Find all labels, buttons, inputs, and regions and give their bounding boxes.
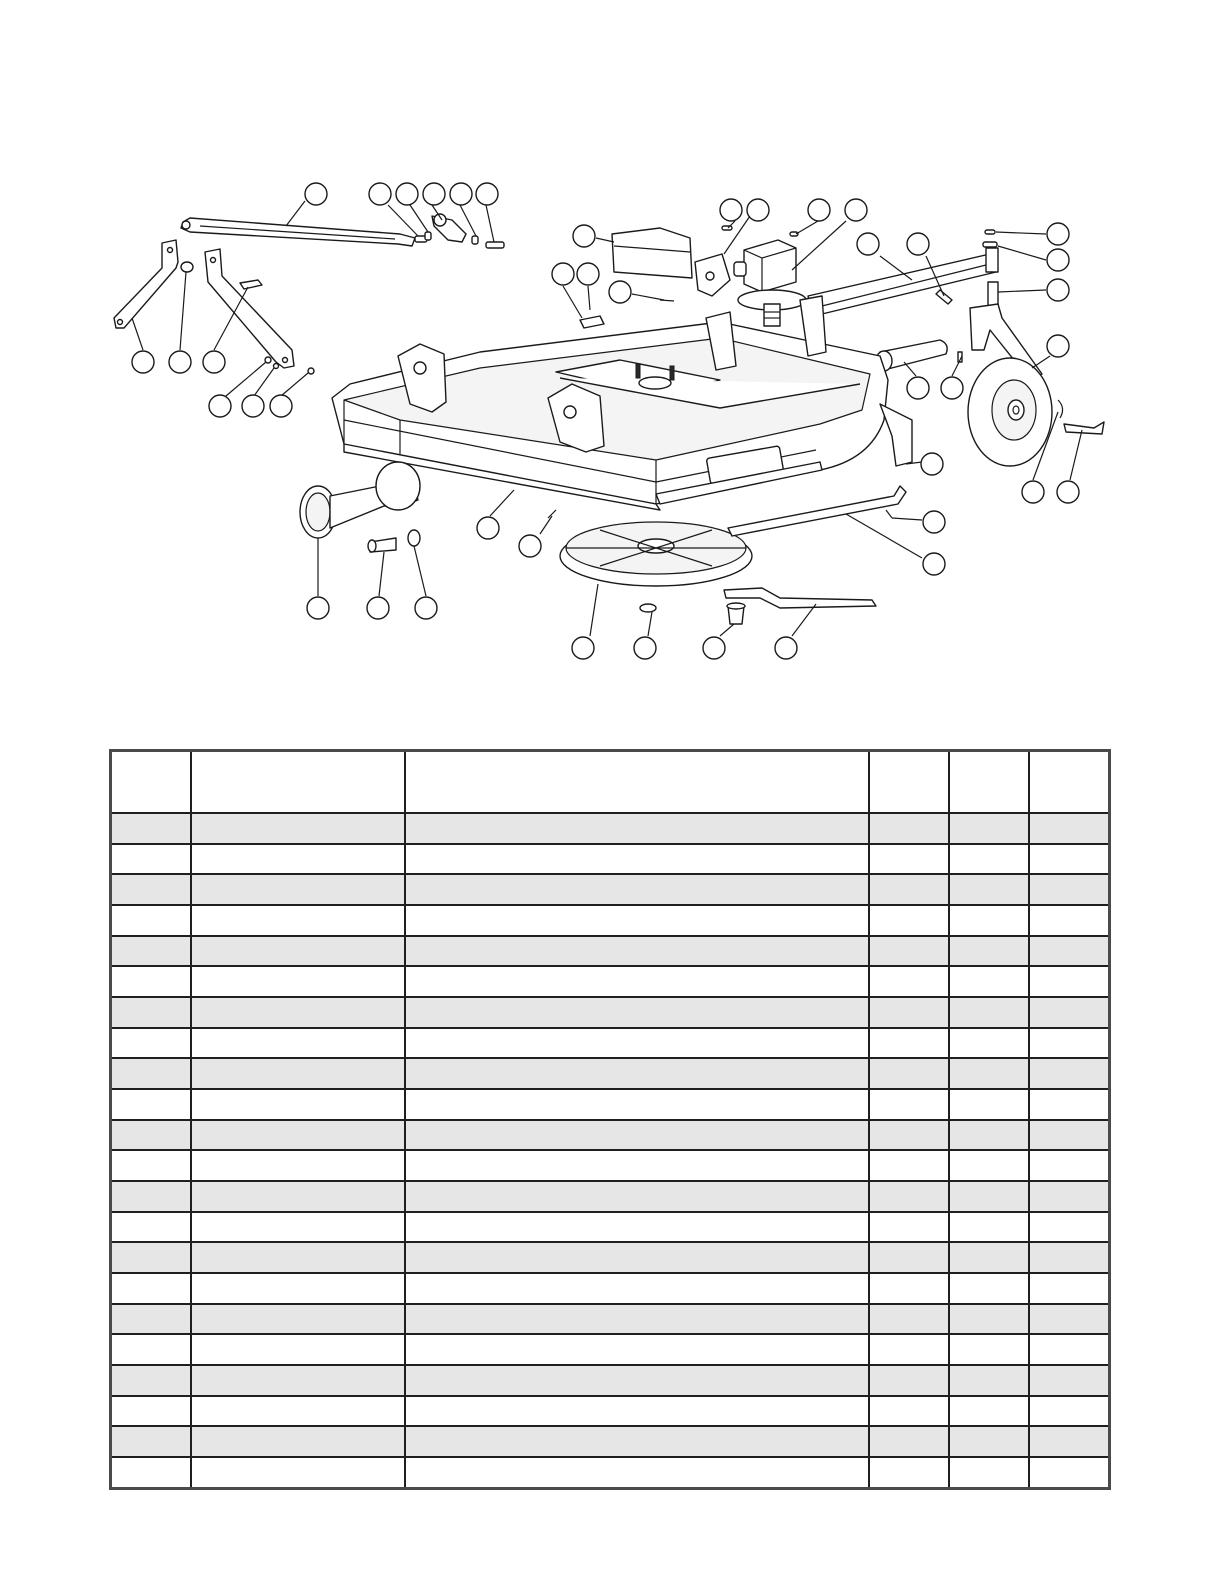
parts-table — [109, 749, 1111, 1490]
cell-description — [405, 1426, 869, 1457]
cell-ref — [111, 1273, 191, 1304]
cell-ref — [111, 1181, 191, 1212]
callout-circle — [476, 183, 498, 205]
cell-col-4 — [869, 997, 949, 1028]
cell-part-number — [191, 844, 405, 875]
cell-description — [405, 1396, 869, 1427]
cell-col-6 — [1029, 1334, 1110, 1365]
cell-col-5 — [949, 1120, 1029, 1151]
tail-wheel-pin — [1058, 400, 1104, 434]
cell-col-6 — [1029, 813, 1110, 844]
cell-description — [405, 1304, 869, 1335]
callout-circle — [923, 511, 945, 533]
cell-col-6 — [1029, 936, 1110, 967]
cell-ref — [111, 1396, 191, 1427]
cell-description — [405, 966, 869, 997]
cell-ref — [111, 874, 191, 905]
callout-circle — [857, 233, 879, 255]
cell-part-number — [191, 936, 405, 967]
table-row — [111, 1365, 1110, 1396]
table-body — [111, 813, 1110, 1489]
cell-part-number — [191, 1089, 405, 1120]
callout-circle — [203, 351, 225, 373]
cell-description — [405, 1150, 869, 1181]
callout-circle — [305, 183, 327, 205]
cell-col-4 — [869, 1457, 949, 1488]
callout-circle — [169, 351, 191, 373]
cell-col-5 — [949, 966, 1029, 997]
table-row — [111, 1426, 1110, 1457]
callout-circle — [1047, 335, 1069, 357]
cell-ref — [111, 1334, 191, 1365]
header-ref — [111, 751, 191, 814]
cell-ref — [111, 905, 191, 936]
cell-description — [405, 1212, 869, 1243]
cell-part-number — [191, 1273, 405, 1304]
callout-circle — [1047, 249, 1069, 271]
cell-ref — [111, 844, 191, 875]
cell-part-number — [191, 1212, 405, 1243]
callout-circle — [577, 263, 599, 285]
cell-description — [405, 1273, 869, 1304]
cell-col-4 — [869, 966, 949, 997]
lift-pin-left — [181, 262, 193, 272]
cell-col-6 — [1029, 874, 1110, 905]
cell-description — [405, 813, 869, 844]
top-link-bar — [181, 218, 415, 246]
callout-circle — [845, 199, 867, 221]
lift-pin-right — [240, 280, 262, 289]
cell-col-6 — [1029, 1058, 1110, 1089]
cell-part-number — [191, 1181, 405, 1212]
cell-ref — [111, 1304, 191, 1335]
callout-circle — [1047, 223, 1069, 245]
table-row — [111, 1120, 1110, 1151]
cell-description — [405, 1120, 869, 1151]
cell-col-6 — [1029, 1120, 1110, 1151]
table-row — [111, 905, 1110, 936]
exploded-parts-diagram — [0, 0, 1224, 700]
cell-col-6 — [1029, 844, 1110, 875]
callout-circle — [941, 377, 963, 399]
right-lift-arm — [205, 249, 294, 368]
callout-circle — [270, 395, 292, 417]
blade-carrier — [560, 522, 752, 586]
callout-circle — [1057, 481, 1079, 503]
table-row — [111, 936, 1110, 967]
cell-part-number — [191, 1242, 405, 1273]
callout-circle — [450, 183, 472, 205]
callout-circle — [242, 395, 264, 417]
cell-col-5 — [949, 874, 1029, 905]
cell-col-4 — [869, 1150, 949, 1181]
tail-wheel — [968, 358, 1052, 466]
callout-circle — [209, 395, 231, 417]
table-row — [111, 874, 1110, 905]
cell-part-number — [191, 1457, 405, 1488]
cell-col-5 — [949, 1150, 1029, 1181]
decal-plate — [580, 316, 604, 328]
cell-part-number — [191, 1426, 405, 1457]
callout-circle — [369, 183, 391, 205]
cell-ref — [111, 1426, 191, 1457]
cell-col-4 — [869, 1120, 949, 1151]
callout-circle — [747, 199, 769, 221]
table-row — [111, 813, 1110, 844]
cell-col-5 — [949, 1089, 1029, 1120]
cell-col-4 — [869, 844, 949, 875]
callout-circle — [775, 637, 797, 659]
cell-col-6 — [1029, 966, 1110, 997]
cutting-blade — [724, 588, 876, 608]
cell-ref — [111, 966, 191, 997]
rear-bar-pin — [936, 290, 952, 304]
cell-part-number — [191, 1058, 405, 1089]
cell-col-5 — [949, 905, 1029, 936]
table-row — [111, 1304, 1110, 1335]
cell-col-5 — [949, 1365, 1029, 1396]
cell-col-5 — [949, 1242, 1029, 1273]
callout-circle — [573, 225, 595, 247]
table-row — [111, 1028, 1110, 1059]
callout-circle — [552, 263, 574, 285]
table-header-row — [111, 751, 1110, 814]
cell-col-4 — [869, 1089, 949, 1120]
table-row — [111, 844, 1110, 875]
callout-circle — [1047, 279, 1069, 301]
cell-description — [405, 936, 869, 967]
callout-circle — [634, 637, 656, 659]
table-row — [111, 1396, 1110, 1427]
left-lift-arm — [114, 240, 178, 328]
cell-description — [405, 1365, 869, 1396]
cell-col-4 — [869, 1304, 949, 1335]
cell-col-6 — [1029, 1089, 1110, 1120]
driveline-coupler — [876, 340, 962, 371]
cell-col-6 — [1029, 1212, 1110, 1243]
cell-ref — [111, 1150, 191, 1181]
cell-col-5 — [949, 813, 1029, 844]
driveline-pto — [300, 462, 420, 538]
cell-ref — [111, 1120, 191, 1151]
table-row — [111, 1089, 1110, 1120]
table-row — [111, 997, 1110, 1028]
callout-circle — [423, 183, 445, 205]
cell-col-5 — [949, 1273, 1029, 1304]
cell-description — [405, 1242, 869, 1273]
table-row — [111, 1334, 1110, 1365]
cell-col-5 — [949, 1304, 1029, 1335]
cell-col-5 — [949, 1181, 1029, 1212]
cell-col-4 — [869, 1334, 949, 1365]
callout-circle — [477, 517, 499, 539]
cell-description — [405, 1181, 869, 1212]
cell-ref — [111, 1457, 191, 1488]
callout-circle — [307, 597, 329, 619]
table-row — [111, 1058, 1110, 1089]
callout-circle — [132, 351, 154, 373]
cell-ref — [111, 1058, 191, 1089]
header-part-number — [191, 751, 405, 814]
cell-col-4 — [869, 1212, 949, 1243]
side-support-bar — [728, 486, 906, 536]
table-row — [111, 1273, 1110, 1304]
cell-description — [405, 1089, 869, 1120]
cell-part-number — [191, 1304, 405, 1335]
cell-col-6 — [1029, 905, 1110, 936]
cell-col-6 — [1029, 1457, 1110, 1488]
header-description — [405, 751, 869, 814]
cell-description — [405, 874, 869, 905]
cell-part-number — [191, 1150, 405, 1181]
gearbox — [734, 240, 806, 326]
cell-part-number — [191, 966, 405, 997]
cell-ref — [111, 813, 191, 844]
callout-circle — [907, 377, 929, 399]
table-row — [111, 1242, 1110, 1273]
cell-part-number — [191, 997, 405, 1028]
rear-bar-hardware — [983, 230, 997, 247]
rear-frame-bar — [808, 248, 998, 314]
header-col-5 — [949, 751, 1029, 814]
cell-col-4 — [869, 1181, 949, 1212]
callout-circle — [367, 597, 389, 619]
cell-col-5 — [949, 1457, 1029, 1488]
cell-col-5 — [949, 844, 1029, 875]
cell-col-4 — [869, 813, 949, 844]
cell-description — [405, 1058, 869, 1089]
table-row — [111, 1212, 1110, 1243]
cell-part-number — [191, 1028, 405, 1059]
cell-description — [405, 905, 869, 936]
cell-part-number — [191, 874, 405, 905]
cell-col-4 — [869, 936, 949, 967]
cell-col-5 — [949, 1058, 1029, 1089]
cell-col-5 — [949, 1334, 1029, 1365]
cell-col-6 — [1029, 1365, 1110, 1396]
cell-ref — [111, 997, 191, 1028]
cell-col-6 — [1029, 997, 1110, 1028]
callout-circle — [1022, 481, 1044, 503]
cell-col-4 — [869, 1426, 949, 1457]
cell-ref — [111, 1365, 191, 1396]
table-row — [111, 1457, 1110, 1488]
cell-ref — [111, 936, 191, 967]
header-col-4 — [869, 751, 949, 814]
callout-circle — [923, 553, 945, 575]
cell-col-5 — [949, 1028, 1029, 1059]
cell-col-4 — [869, 1028, 949, 1059]
table-row — [111, 966, 1110, 997]
cell-ref — [111, 1028, 191, 1059]
callout-circle — [415, 597, 437, 619]
cell-col-6 — [1029, 1304, 1110, 1335]
callout-circle — [720, 199, 742, 221]
blade-washer — [640, 604, 656, 612]
cell-col-5 — [949, 1212, 1029, 1243]
cell-part-number — [191, 1120, 405, 1151]
header-col-6 — [1029, 751, 1110, 814]
top-link-pins — [415, 214, 504, 248]
cell-description — [405, 1334, 869, 1365]
cell-part-number — [191, 1365, 405, 1396]
cell-col-5 — [949, 1426, 1029, 1457]
cell-ref — [111, 1212, 191, 1243]
cell-part-number — [191, 813, 405, 844]
cell-col-6 — [1029, 1396, 1110, 1427]
callout-circle — [572, 637, 594, 659]
cell-part-number — [191, 1334, 405, 1365]
cell-description — [405, 997, 869, 1028]
cell-description — [405, 844, 869, 875]
cell-col-5 — [949, 997, 1029, 1028]
table-row — [111, 1181, 1110, 1212]
callout-circle — [703, 637, 725, 659]
cell-col-6 — [1029, 1242, 1110, 1273]
cell-ref — [111, 1089, 191, 1120]
cell-col-6 — [1029, 1028, 1110, 1059]
cell-col-5 — [949, 1396, 1029, 1427]
cell-col-4 — [869, 905, 949, 936]
cell-col-6 — [1029, 1426, 1110, 1457]
cell-col-4 — [869, 874, 949, 905]
callout-circle — [396, 183, 418, 205]
cell-col-6 — [1029, 1181, 1110, 1212]
callout-circle — [921, 453, 943, 475]
callout-circle — [609, 281, 631, 303]
cell-description — [405, 1457, 869, 1488]
cell-col-4 — [869, 1242, 949, 1273]
callout-circle — [519, 535, 541, 557]
cell-part-number — [191, 905, 405, 936]
callout-circle — [907, 233, 929, 255]
cell-description — [405, 1028, 869, 1059]
cell-col-4 — [869, 1058, 949, 1089]
cell-col-5 — [949, 936, 1029, 967]
cell-col-4 — [869, 1365, 949, 1396]
cell-col-4 — [869, 1273, 949, 1304]
cell-ref — [111, 1242, 191, 1273]
blade-bolt — [727, 603, 745, 624]
table-row — [111, 1150, 1110, 1181]
cell-col-6 — [1029, 1150, 1110, 1181]
cell-part-number — [191, 1396, 405, 1427]
cell-col-6 — [1029, 1273, 1110, 1304]
callout-circle — [808, 199, 830, 221]
cell-col-4 — [869, 1396, 949, 1427]
